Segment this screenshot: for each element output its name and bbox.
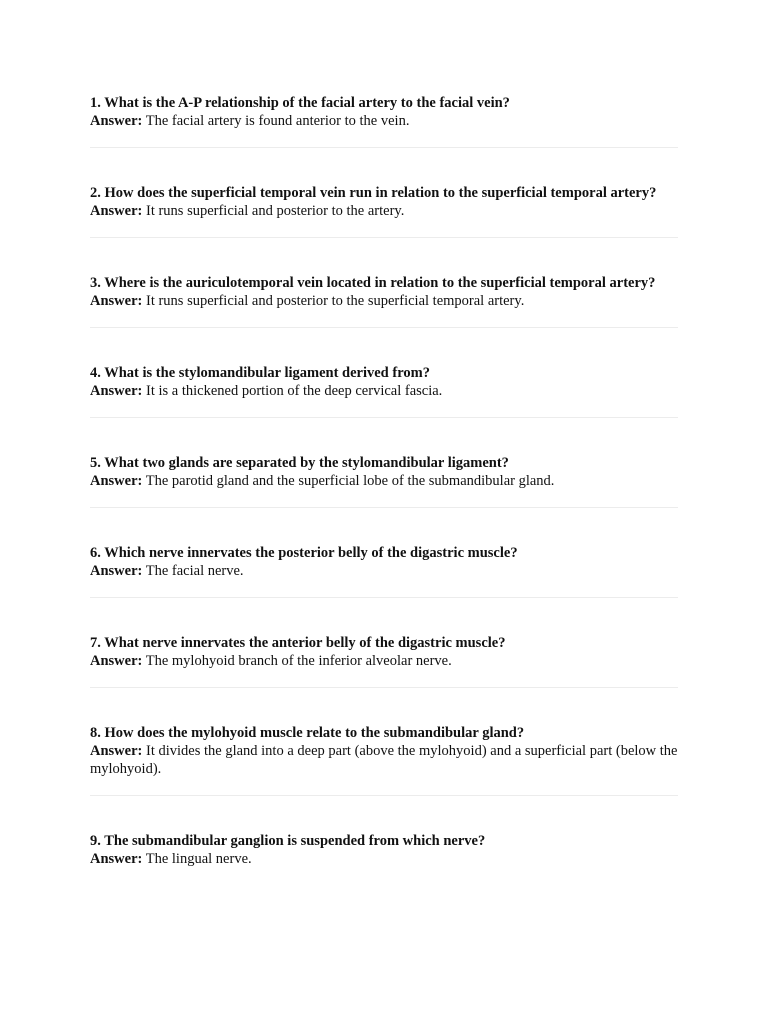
- answer-label: Answer:: [90, 383, 143, 399]
- answer-text: [90, 652, 678, 670]
- answer-body: The mylohyoid branch of the inferior alveolar nerve.: [145, 653, 452, 669]
- divider: [90, 795, 678, 796]
- qa-item-7: [90, 634, 678, 670]
- question-text: 5. What two glands are separated by the stylomandibular ligament?: [90, 455, 509, 471]
- answer-label: Answer:: [90, 203, 143, 219]
- question-text: 6. Which nerve innervates the posterior belly of the digastric muscle?: [90, 545, 518, 561]
- answer-label: Answer:: [90, 293, 143, 309]
- question-text: 9. The submandibular ganglion is suspended from which nerve?: [90, 833, 486, 849]
- divider: [90, 507, 678, 508]
- divider: [90, 327, 678, 328]
- divider: [90, 417, 678, 418]
- answer-label: Answer:: [90, 473, 143, 489]
- answer-text: [90, 850, 678, 868]
- qa-item-4: [90, 364, 678, 400]
- question-text: 7. What nerve innervates the anterior belly of the digastric muscle?: [90, 635, 506, 651]
- divider: [90, 597, 678, 598]
- qa-item-6: [90, 544, 678, 580]
- divider: [90, 147, 678, 148]
- divider: [90, 687, 678, 688]
- answer-text: [90, 562, 678, 580]
- document-page: [90, 94, 678, 868]
- answer-label: Answer:: [90, 563, 143, 579]
- question-text: 4. What is the stylomandibular ligament derived from?: [90, 365, 430, 381]
- answer-text: [90, 382, 678, 400]
- answer-label: Answer:: [90, 113, 143, 129]
- answer-body: The lingual nerve.: [145, 851, 252, 867]
- qa-item-3: [90, 274, 678, 310]
- answer-body: The parotid gland and the superficial lobe of the submandibular gland.: [145, 473, 555, 489]
- answer-label: Answer:: [90, 743, 143, 759]
- qa-item-9: [90, 832, 678, 868]
- answer-label: Answer:: [90, 851, 143, 867]
- question-text: 3. Where is the auriculotemporal vein located in relation to the superficial temporal artery?: [90, 275, 656, 291]
- answer-body: It runs superficial and posterior to the artery.: [145, 203, 405, 219]
- qa-item-8: [90, 724, 678, 778]
- divider: [90, 237, 678, 238]
- answer-body: The facial nerve.: [145, 563, 244, 579]
- question-text: 1. What is the A-P relationship of the facial artery to the facial vein?: [90, 95, 510, 111]
- answer-body: It is a thickened portion of the deep cervical fascia.: [145, 383, 443, 399]
- answer-label: Answer:: [90, 653, 143, 669]
- question-text: 8. How does the mylohyoid muscle relate to the submandibular gland?: [90, 725, 525, 741]
- answer-text: [90, 112, 678, 130]
- question-text: 2. How does the superficial temporal vein run in relation to the superficial temporal artery?: [90, 185, 657, 201]
- qa-item-5: [90, 454, 678, 490]
- answer-text: [90, 202, 678, 220]
- answer-body: The facial artery is found anterior to the vein.: [145, 113, 410, 129]
- answer-text: [90, 292, 678, 310]
- answer-body: It runs superficial and posterior to the superficial temporal artery.: [145, 293, 525, 309]
- answer-text: [90, 472, 678, 490]
- qa-item-1: [90, 94, 678, 130]
- qa-item-2: [90, 184, 678, 220]
- answer-body: It divides the gland into a deep part (above the mylohyoid) and a superficial part (below the mylohyoid).: [90, 743, 678, 777]
- answer-text: [90, 742, 678, 778]
